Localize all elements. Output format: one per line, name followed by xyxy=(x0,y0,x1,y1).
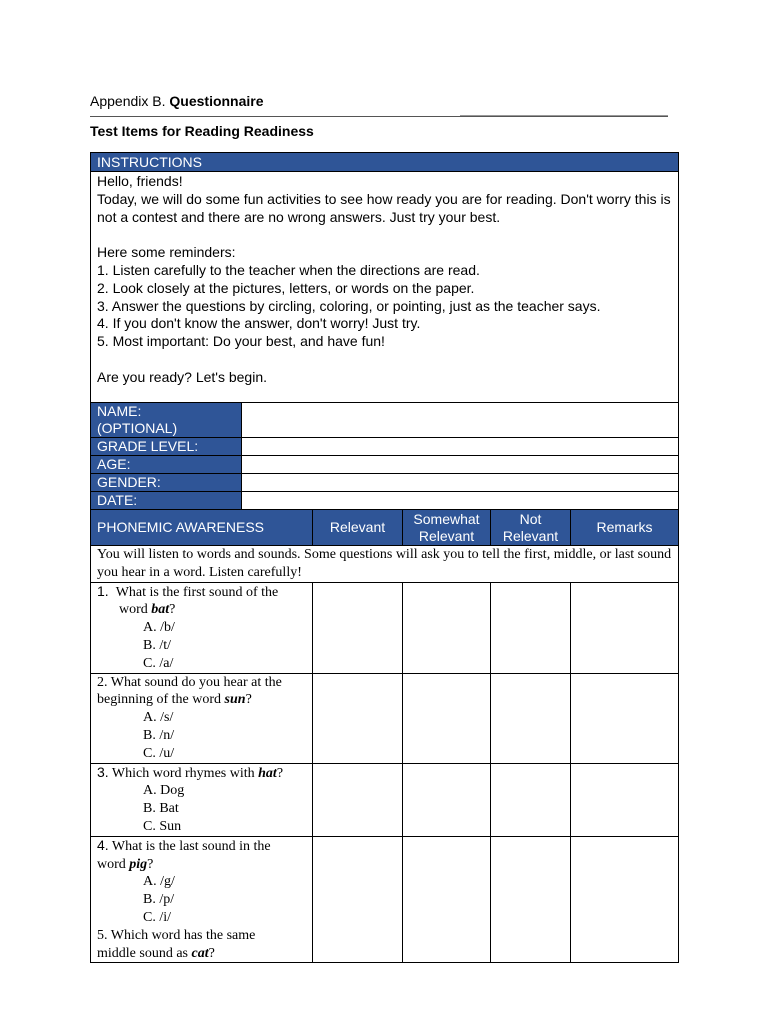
question-4-end: ? xyxy=(147,856,154,872)
age-label: AGE: xyxy=(91,456,242,474)
question-3-somewhat-cell[interactable] xyxy=(403,763,491,836)
question-1-remarks-cell[interactable] xyxy=(571,582,679,673)
question-1-word: bat xyxy=(151,602,170,618)
question-3-option[interactable]: A. Dog xyxy=(143,783,185,799)
column-header-relevant: Relevant xyxy=(313,510,403,546)
question-3-number: 3. xyxy=(97,763,109,780)
column-header-not-relevant xyxy=(491,510,571,546)
question-4-relevant-cell[interactable] xyxy=(313,836,403,963)
question-1-number: 1. xyxy=(97,582,109,599)
heading-rule-accent xyxy=(460,115,668,116)
reminder-item: 3. Answer the questions by circling, coloring, or pointing, just as the teacher says. xyxy=(97,297,601,314)
section-intro: You will listen to words and sounds. Some questions will ask you to tell the first, middle, or last sound you hear in a word. Listen carefully! xyxy=(91,546,679,583)
question-2-remarks-cell[interactable] xyxy=(571,673,679,763)
section-header-phonemic-awareness: PHONEMIC AWARENESS xyxy=(91,510,313,546)
question-3-not-relevant-cell[interactable] xyxy=(491,763,571,836)
question-1-option[interactable]: C. /a/ xyxy=(143,655,174,671)
question-4-text: What is the last sound in the xyxy=(108,838,271,854)
question-2-relevant-cell[interactable] xyxy=(313,673,403,763)
question-1 xyxy=(91,582,313,673)
question-3 xyxy=(91,763,313,836)
question-4-option[interactable]: C. /i/ xyxy=(143,909,172,925)
question-2-text: 2. What sound do you hear at the xyxy=(97,674,282,690)
question-4-text-cont: word xyxy=(97,856,130,872)
question-2-somewhat-cell[interactable] xyxy=(403,673,491,763)
reminder-item: 1. Listen carefully to the teacher when the directions are read. xyxy=(97,261,480,278)
instructions-body xyxy=(91,172,679,403)
column-header-remarks: Remarks xyxy=(571,510,679,546)
gender-label: GENDER: xyxy=(91,474,242,492)
reminder-item: 2. Look closely at the pictures, letters, or words on the paper. xyxy=(97,279,475,296)
name-field[interactable] xyxy=(242,403,679,438)
column-header-somewhat-relevant xyxy=(403,510,491,546)
question-1-option[interactable]: B. /t/ xyxy=(143,637,172,653)
date-label: DATE: xyxy=(91,492,242,510)
question-4-option[interactable]: A. /g/ xyxy=(143,874,175,890)
question-3-relevant-cell[interactable] xyxy=(313,763,403,836)
question-3-option[interactable]: C. Sun xyxy=(143,818,182,834)
question-5-end: ? xyxy=(208,945,215,961)
appendix-title: Questionnaire xyxy=(169,93,264,109)
question-2-not-relevant-cell[interactable] xyxy=(491,673,571,763)
instructions-header: INSTRUCTIONS xyxy=(91,153,679,172)
appendix-heading xyxy=(90,93,264,109)
name-label xyxy=(91,403,242,438)
question-2-option[interactable]: C. /u/ xyxy=(143,745,175,761)
question-2-option[interactable]: A. /s/ xyxy=(143,710,174,726)
name-label-line2: (OPTIONAL) xyxy=(97,420,178,436)
age-field[interactable] xyxy=(242,456,679,474)
question-3-option[interactable]: B. Bat xyxy=(143,801,179,817)
question-4-remarks-cell[interactable] xyxy=(571,836,679,963)
question-1-text: What is the first sound of the xyxy=(115,584,279,600)
name-label-line1: NAME: xyxy=(97,403,142,419)
question-2-end: ? xyxy=(245,692,252,708)
question-2 xyxy=(91,673,313,763)
gender-field[interactable] xyxy=(242,474,679,492)
date-field[interactable] xyxy=(242,492,679,510)
grade-level-label: GRADE LEVEL: xyxy=(91,438,242,456)
reminder-item: 5. Most important: Do your best, and have fun! xyxy=(97,333,385,350)
somewhat-line2: Relevant xyxy=(418,527,475,544)
somewhat-line1: Somewhat xyxy=(413,510,480,527)
grade-level-field[interactable] xyxy=(242,438,679,456)
reminders-title: Here some reminders: xyxy=(97,244,236,261)
question-1-text-cont: word xyxy=(119,602,152,618)
question-1-somewhat-cell[interactable] xyxy=(403,582,491,673)
question-1-not-relevant-cell[interactable] xyxy=(491,582,571,673)
question-4-and-5 xyxy=(91,836,313,963)
question-5-text: 5. Which word has the same xyxy=(97,927,256,943)
question-2-option[interactable]: B. /n/ xyxy=(143,727,175,743)
question-2-word: sun xyxy=(224,692,246,708)
question-5-text-cont: middle sound as xyxy=(97,945,192,961)
instructions-greeting: Hello, friends! xyxy=(97,173,183,189)
question-1-end: ? xyxy=(169,602,176,618)
question-1-option[interactable]: A. /b/ xyxy=(143,620,175,636)
appendix-prefix: Appendix B. xyxy=(90,93,170,109)
question-2-text-cont: beginning of the word xyxy=(97,692,225,708)
question-1-relevant-cell[interactable] xyxy=(313,582,403,673)
question-3-text: Which word rhymes with xyxy=(108,765,259,781)
question-4-word: pig xyxy=(129,856,148,872)
reminder-item: 4. If you don't know the answer, don't worry! Just try. xyxy=(97,315,421,332)
question-3-word: hat xyxy=(258,765,277,781)
question-3-remarks-cell[interactable] xyxy=(571,763,679,836)
question-4-somewhat-cell[interactable] xyxy=(403,836,491,963)
document-subtitle: Test Items for Reading Readiness xyxy=(90,123,314,139)
instructions-closing: Are you ready? Let's begin. xyxy=(97,368,268,385)
not-line1: Not xyxy=(519,510,542,527)
question-4-number: 4. xyxy=(97,836,109,853)
questionnaire-table xyxy=(90,152,679,963)
instructions-intro: Today, we will do some fun activities to see how ready you are for reading. Don't worry this is not a contest and there are no wrong answers. Just try your best. xyxy=(97,190,671,225)
question-5-word: cat xyxy=(191,945,209,961)
question-3-end: ? xyxy=(276,765,284,781)
question-4-option[interactable]: B. /p/ xyxy=(143,892,175,908)
heading-rule xyxy=(90,116,668,117)
not-line2: Relevant xyxy=(502,527,559,544)
question-4-not-relevant-cell[interactable] xyxy=(491,836,571,963)
